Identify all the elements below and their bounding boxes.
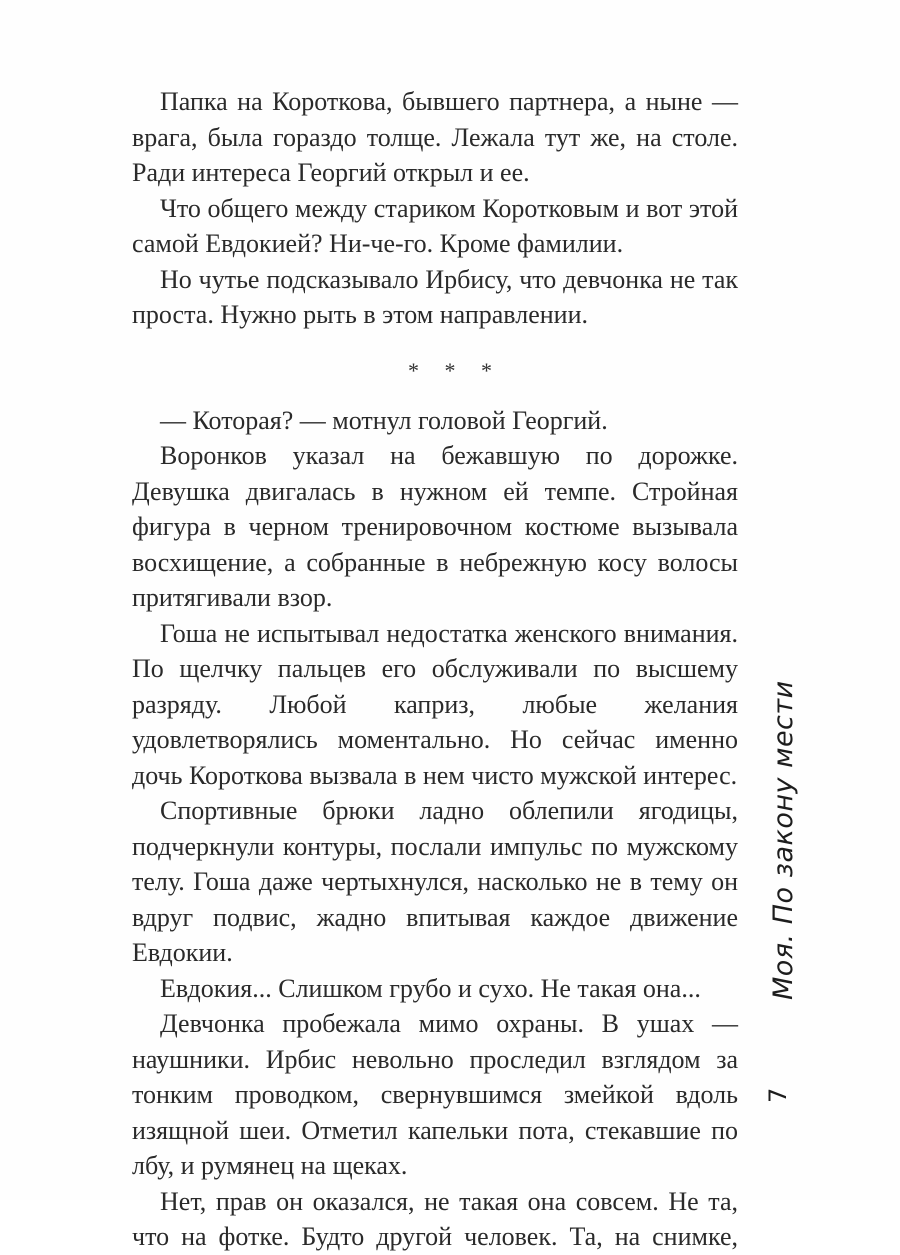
body-text	[132, 84, 738, 1255]
paragraph: Что общего между стариком Коротковым и вот этой самой Евдокией? Ни-че-го. Кроме фамилии.	[132, 193, 738, 258]
paragraph: Папка на Короткова, бывшего партнера, а ныне — врага, была гораздо толще. Лежала тут же, на столе. Ради интереса Георгий открыл и ее.	[132, 87, 738, 187]
paragraph: Гоша не испытывал недостатка женского внимания. По щелчку пальцев его обслуживали по высшему разряду. Любой каприз, любые желания удовлетворялись моментально. Но сейчас именно дочь Короткова вызвала в нем чисто мужской интерес.	[132, 618, 738, 790]
paragraph: Евдокия... Слишком грубо и сухо. Не такая она...	[160, 973, 701, 1003]
running-head-title: Моя. По закону мести	[768, 680, 799, 1000]
paragraph: Воронков указал на бежавшую по дорожке. Девушка двигалась в нужном ей темпе. Стройная фигура в черном тренировочном костюме вызывала восхищение, а собранные в небрежную косу волосы притягивали взор.	[132, 441, 738, 612]
paragraph-continued: Нет, прав он оказался, не такая она совсем. Не та, что на фотке. Будто другой человек. Та, на снимке,	[132, 1186, 738, 1251]
section-break: * * *	[408, 357, 502, 383]
paragraph: Девчонка пробежала мимо охраны. В ушах — наушники. Ирбис невольно проследил взглядом за тонким проводком, свернувшимся змейкой вдоль изящной шеи. Отметил капельки пота, стекавшие по лбу, и румянец на щеках.	[132, 1009, 738, 1180]
paragraph: — Которая? — мотнул головой Георгий.	[160, 405, 608, 435]
paragraph: Но чутье подсказывало Ирбису, что девчонка не так проста. Нужно рыть в этом направлении.	[132, 264, 738, 329]
paragraph: Спортивные брюки ладно облепили ягодицы, подчеркнули контуры, послали импульс по мужскому телу. Гоша даже чертыхнулся, насколько не в тему он вдруг подвис, жадно впитывая каждое движение Евдокии.	[132, 796, 738, 967]
page-number: 7	[764, 1087, 792, 1103]
